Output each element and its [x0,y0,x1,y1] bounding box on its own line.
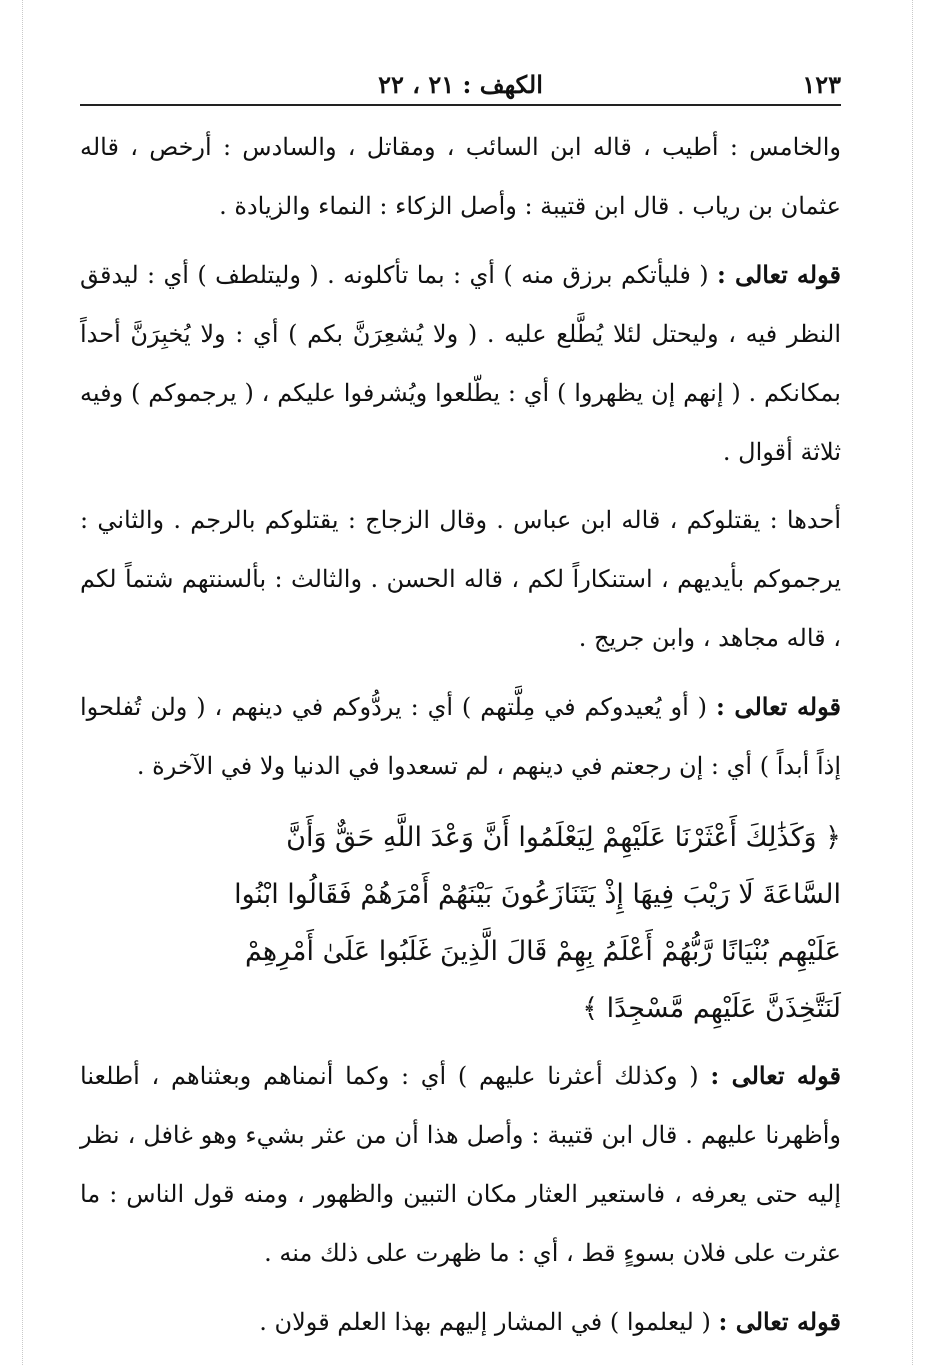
paragraph-label: قوله تعالى : [715,692,841,721]
paragraph-label: قوله تعالى : [710,1061,841,1090]
paragraph [80,1292,841,1352]
paragraph [80,118,841,236]
page-guide-line [22,0,23,1365]
paragraph-text: ( وكذلك أعثرنا عليهم ) أي : وكما أنمناهم وبعثناهم ، أطلعنا وأظهرنا عليهم . قال ابن قتيبة : وأصل هذا أن من عثر بشيء وهو غافل ، نظر إليه حتى يعرفه ، فاستعير العثار مكان التبين والظهور ، ومنه قول الناس : ما عثرت على فلان بسوءٍ قط ، أي : ما ظهرت على ذلك منه . [80,1062,841,1267]
page-guide-line [912,0,913,1365]
paragraph-label: قوله تعالى : [718,1307,841,1336]
paragraph-text: ( فليأتكم برزق منه ) أي : بما تأكلونه . ( وليتلطف ) أي : ليدقق النظر فيه ، وليحتل لئلا يُطَّلع عليه . ( ولا يُشعِرَنَّ بكم ) أي : ولا يُخبِرَنَّ أحداً بمكانكم . ( إنهم إن يظهروا ) أي : يطّلعوا ويُشرفوا عليكم ، ( يرجموكم ) وفيه ثلاثة أقوال . [80,261,841,466]
verse-line: عَلَيْهِم بُنْيَانًا رَّبُّهُمْ أَعْلَمُ بِهِمْ قَالَ الَّذِينَ غَلَبُوا عَلَىٰ أَمْرِهِمْ [244,936,841,967]
paragraph [80,677,841,796]
paragraph [80,491,841,668]
page-header [80,64,841,106]
verse-line: لَنَتَّخِذَنَّ عَلَيْهِم مَّسْجِدًا ﴾ [582,993,841,1024]
paragraph-text: ( أو يُعيدوكم في مِلَّتهم ) أي : يردُّوكم في دينهم ، ( ولن تُفلحوا إذاً أبداً ) أي : إن رجعتم في دينهم ، لم تسعدوا في الدنيا ولا في الآخرة . [80,693,841,780]
paragraph [80,1046,841,1283]
running-title: الكهف : ٢١ ، ٢٢ [378,70,543,99]
verse-line: السَّاعَةَ لَا رَيْبَ فِيهَا إِذْ يَتَنَازَعُونَ بَيْنَهُمْ أَمْرَهُمْ فَقَالُوا ابْنُوا [234,879,841,910]
page-number: ١٢٣ [802,70,841,99]
paragraph-label: قوله تعالى : [716,260,841,289]
paragraph-text: أحدها : يقتلوكم ، قاله ابن عباس . وقال الزجاج : يقتلوكم بالرجم . والثاني : يرجموكم بأيديهم ، استنكاراً لكم ، قاله الحسن . والثالث : بألسنتهم شتماً لكم ، قاله مجاهد ، وابن جريج . [80,506,841,652]
page-body [80,118,841,1361]
paragraph-text: والخامس : أطيب ، قاله ابن السائب ، ومقاتل ، والسادس : أرخص ، قاله عثمان بن رياب . قال ابن قتيبة : وأصل الزكاء : النماء والزيادة . [80,133,841,220]
verse-line: ﴿ وَكَذَٰلِكَ أَعْثَرْنَا عَلَيْهِمْ لِيَعْلَمُوا أَنَّ وَعْدَ اللَّهِ حَقٌّ وَأَنَّ [286,822,841,853]
quran-verse-block [80,805,841,1037]
paragraph-text: ( ليعلموا ) في المشار إليهم بهذا العلم قولان . [259,1308,711,1336]
paragraph [80,245,841,482]
